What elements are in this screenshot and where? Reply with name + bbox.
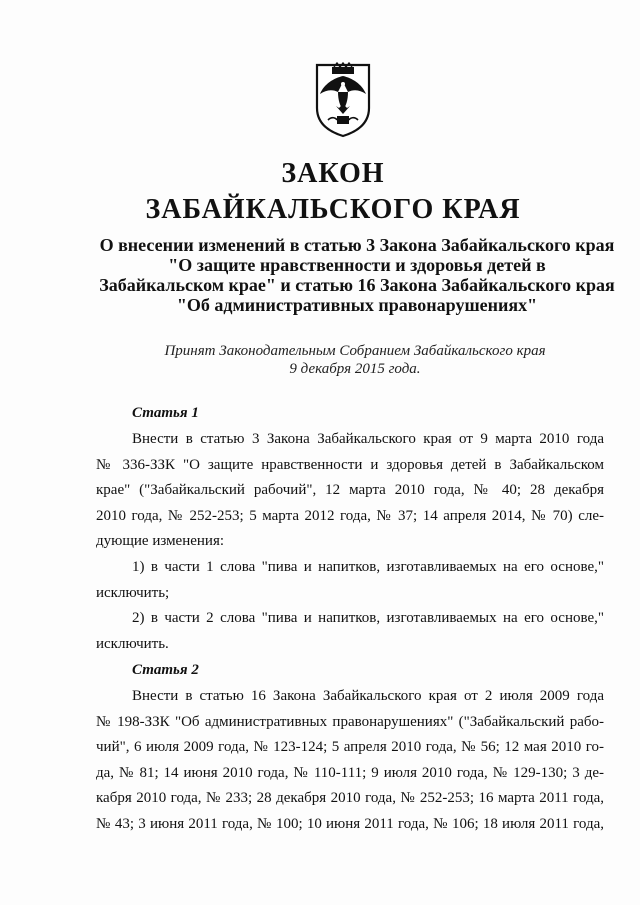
text-line: крае" ("Забайкальский рабочий", 12 марта 2010 года, № 40; 28 декабря <box>96 482 604 499</box>
subtitle-line: "Об административных правонарушениях" <box>176 295 538 315</box>
article2-heading: Статья 2 <box>132 662 199 678</box>
text-line: исключить; <box>96 584 170 601</box>
text-line: дующие изменения: <box>96 533 225 550</box>
text-line: 1) в части 1 слова "пива и напитков, изготавливаемых на его основе," <box>132 558 604 575</box>
adoption-line: Принят Законодательным Собранием Забайкальского края <box>164 343 546 359</box>
text-line: № 43; 3 июня 2011 года, № 100; 10 июня 2011 года, № 106; 18 июля 2011 года, <box>96 815 604 832</box>
article2-body <box>96 684 604 838</box>
text-line: исключить. <box>96 635 169 652</box>
law-subtitle <box>92 235 622 315</box>
article1-body <box>96 427 604 657</box>
text-line: 2) в части 2 слова "пива и напитков, изготавливаемых на его основе," <box>132 610 604 627</box>
text-line: чий", 6 июля 2009 года, № 123-124; 5 апреля 2010 года, № 56; 12 мая 2010 го- <box>96 739 604 756</box>
adoption-note <box>120 342 590 378</box>
text-line: Внести в статью 16 Закона Забайкальского края от 2 июля 2009 года <box>132 688 604 704</box>
subtitle-line: "О защите нравственности и здоровья детей в <box>168 255 546 275</box>
subtitle-line: О внесении изменений в статью 3 Закона Забайкальского края <box>99 235 615 255</box>
text-line: 2010 года, № 252-253; 5 марта 2012 года, № 37; 14 апреля 2014, № 70) сле- <box>96 507 604 524</box>
subtitle-line: Забайкальском крае" и статью 16 Закона Забайкальского края <box>99 275 615 295</box>
text-line: № 336-ЗЗК "О защите нравственности и здоровья детей в Забайкальском <box>96 456 604 473</box>
document-title-line1: ЗАКОН <box>281 158 385 189</box>
text-line: кабря 2010 года, № 233; 28 декабря 2010 года, № 252-253; 16 марта 2011 года, <box>96 790 604 807</box>
text-line: да, № 81; 14 июня 2010 года, № 110-111; 9 июля 2010 года, № 129-130; 3 де- <box>96 764 604 781</box>
document-title-line2: ЗАБАЙКАЛЬСКОГО КРАЯ <box>145 194 521 225</box>
adoption-line: 9 декабря 2015 года. <box>289 361 421 377</box>
text-line: № 198-ЗЗК "Об административных правонарушениях" ("Забайкальский рабо- <box>96 713 604 730</box>
text-line: Внести в статью 3 Закона Забайкальского края от 9 марта 2010 года <box>132 431 604 447</box>
article1-heading: Статья 1 <box>132 405 199 421</box>
coat-of-arms-icon <box>314 62 372 138</box>
